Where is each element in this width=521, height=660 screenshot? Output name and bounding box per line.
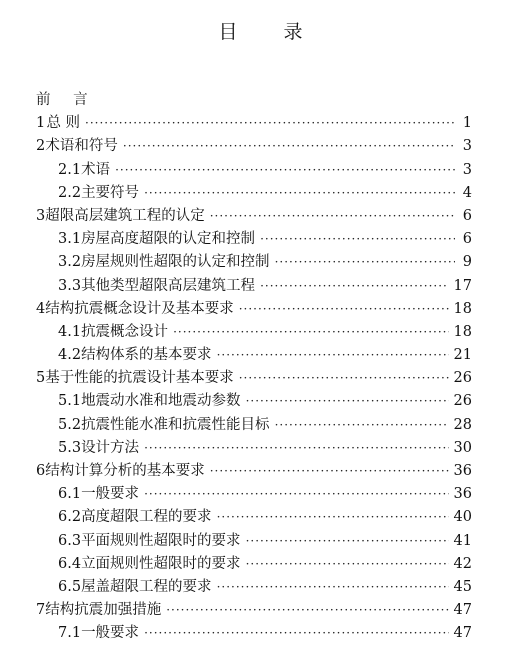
toc-dot-leader [85,112,455,135]
toc-section-entry[interactable] [36,460,472,483]
toc-dot-leader [115,159,455,182]
toc-entry-label: 抗震概念设计 [81,323,169,340]
toc-entry-page-number: 28 [453,416,472,433]
toc-dot-leader [123,135,455,158]
toc-subsection-entry[interactable] [36,228,472,251]
toc-entry-number: 3 [36,207,46,224]
toc-subsection-entry[interactable] [36,344,472,367]
toc-entry-page-number: 21 [453,347,472,364]
toc-section-entry[interactable] [36,298,472,321]
toc-dot-leader [210,205,455,228]
toc-entry-number: 3.2 [58,254,82,271]
toc-entry-label: 一般要求 [81,486,140,503]
toc-subsection-entry[interactable] [36,321,472,344]
toc-dot-leader [144,437,448,460]
toc-entry-label: 主要符号 [81,184,140,201]
toc-entry-label: 基于性能的抗震设计基本要求 [45,370,234,387]
toc-entry-number: 3.3 [58,277,82,294]
toc-entry-number: 6.5 [58,578,82,595]
toc-entry-page-number: 3 [462,138,472,155]
toc-entry-label: 结构抗震加强措施 [45,602,162,619]
toc-subsection-entry[interactable] [36,414,472,437]
toc-subsection-entry[interactable] [36,251,472,274]
toc-dot-leader [239,367,449,390]
toc-dot-leader [217,576,449,599]
toc-entry-label: 抗震性能水准和抗震性能目标 [81,416,270,433]
toc-entry-page-number: 17 [453,277,472,294]
toc-subsection-entry[interactable] [36,553,472,576]
toc-entry-label: 结构抗震概念设计及基本要求 [45,300,234,317]
toc-entry-number: 4.2 [58,347,82,364]
toc-entry-page-number: 36 [453,463,472,479]
toc-section-entry[interactable] [36,367,472,390]
toc-entry-page-number: 1 [462,115,472,132]
toc-entry-page-number: 30 [453,439,472,456]
toc-entry-label: 前 言 [36,92,97,108]
toc-dot-leader [260,275,448,298]
toc-entry-number: 6.3 [58,532,82,549]
toc-subsection-entry[interactable] [36,622,472,645]
toc-entry-page-number: 47 [453,602,472,619]
toc-entry-number: 5.2 [58,416,82,433]
toc-dot-leader [246,390,449,413]
toc-entry-page-number: 40 [453,509,472,526]
toc-entry-label: 房屋高度超限的认定和控制 [81,231,256,248]
toc-entry-page-number: 41 [453,532,472,549]
toc-dot-leader [144,182,455,205]
toc-entry-page-number: 9 [462,254,472,271]
toc-entry-number: 5.1 [58,393,82,410]
toc-entry-page-number: 18 [453,300,472,317]
toc-dot-leader [246,553,449,576]
toc-entry-label: 房屋规则性超限的认定和控制 [81,254,270,271]
toc-entry-number: 2.2 [58,184,82,201]
toc-dot-leader [217,506,449,529]
toc-entry-number: 4 [36,300,46,317]
toc-entry-label: 平面规则性超限时的要求 [81,532,241,549]
page-title: 目 录 [218,21,323,43]
toc-subsection-entry[interactable] [36,275,472,298]
table-of-contents [36,89,472,646]
toc-dot-leader [275,414,449,437]
toc-subsection-entry[interactable] [36,159,472,182]
toc-entry-label: 高度超限工程的要求 [81,509,212,526]
toc-entry-number: 7 [36,602,46,619]
toc-entry-label: 术语和符号 [45,138,118,155]
toc-subsection-entry[interactable] [36,390,472,413]
toc-section-entry[interactable] [36,112,472,135]
toc-section-entry[interactable] [36,135,472,158]
toc-entry-number: 6.1 [58,486,82,503]
toc-entry-page-number: 45 [453,578,472,595]
toc-entry-label: 结构计算分析的基本要求 [45,463,205,479]
toc-subsection-entry[interactable] [36,182,472,205]
toc-subsection-entry[interactable] [36,506,472,529]
toc-subsection-entry[interactable] [36,483,472,506]
toc-entry-number: 1 [36,115,46,132]
toc-entry-label: 超限高层建筑工程的认定 [45,207,205,224]
toc-entry-number: 2.1 [58,161,82,178]
toc-entry-number: 5 [36,370,46,387]
toc-dot-leader [239,298,449,321]
toc-entry-page-number: 26 [453,370,472,387]
toc-dot-leader [144,483,448,506]
toc-entry-number: 6 [36,463,46,479]
toc-entry-label: 一般要求 [81,625,140,642]
toc-entry-number: 3.1 [58,231,82,248]
toc-entry-page-number: 3 [462,161,472,178]
toc-entry-number: 6.2 [58,509,82,526]
toc-entry-number: 2 [36,138,46,155]
toc-entry-number: 6.4 [58,555,82,572]
toc-entry-page-number: 42 [453,555,472,572]
toc-dot-leader [275,251,455,274]
toc-entry-label: 其他类型超限高层建筑工程 [81,277,256,294]
toc-entry-page-number: 36 [453,486,472,503]
toc-section-entry[interactable] [36,599,472,622]
toc-dot-leader [217,344,449,367]
toc-subsection-entry[interactable] [36,437,472,460]
toc-entry-label: 总 则 [46,115,81,132]
toc-dot-leader [246,530,449,553]
toc-entry-page-number: 26 [453,393,472,410]
toc-entry-label: 屋盖超限工程的要求 [81,578,212,595]
toc-entry-number: 4.1 [58,323,82,340]
toc-entry-page-number: 4 [462,184,472,201]
toc-section-entry[interactable] [36,89,472,112]
toc-dot-leader [260,228,455,251]
toc-dot-leader [144,622,448,645]
toc-entry-page-number: 6 [462,231,472,248]
toc-entry-page-number: 47 [453,625,472,642]
toc-dot-leader [173,321,448,344]
toc-section-entry[interactable] [36,205,472,228]
toc-entry-label: 立面规则性超限时的要求 [81,555,241,572]
toc-entry-label: 术语 [81,161,111,178]
toc-dot-leader [166,599,448,622]
toc-entry-label: 设计方法 [81,439,140,456]
toc-entry-label: 地震动水准和地震动参数 [81,393,241,410]
toc-subsection-entry[interactable] [36,576,472,599]
toc-entry-number: 7.1 [58,625,82,642]
toc-entry-page-number: 6 [462,207,472,224]
toc-subsection-entry[interactable] [36,530,472,553]
toc-dot-leader [210,460,449,483]
toc-entry-label: 结构体系的基本要求 [81,347,212,364]
toc-entry-number: 5.3 [58,439,82,456]
toc-entry-page-number: 18 [453,323,472,340]
